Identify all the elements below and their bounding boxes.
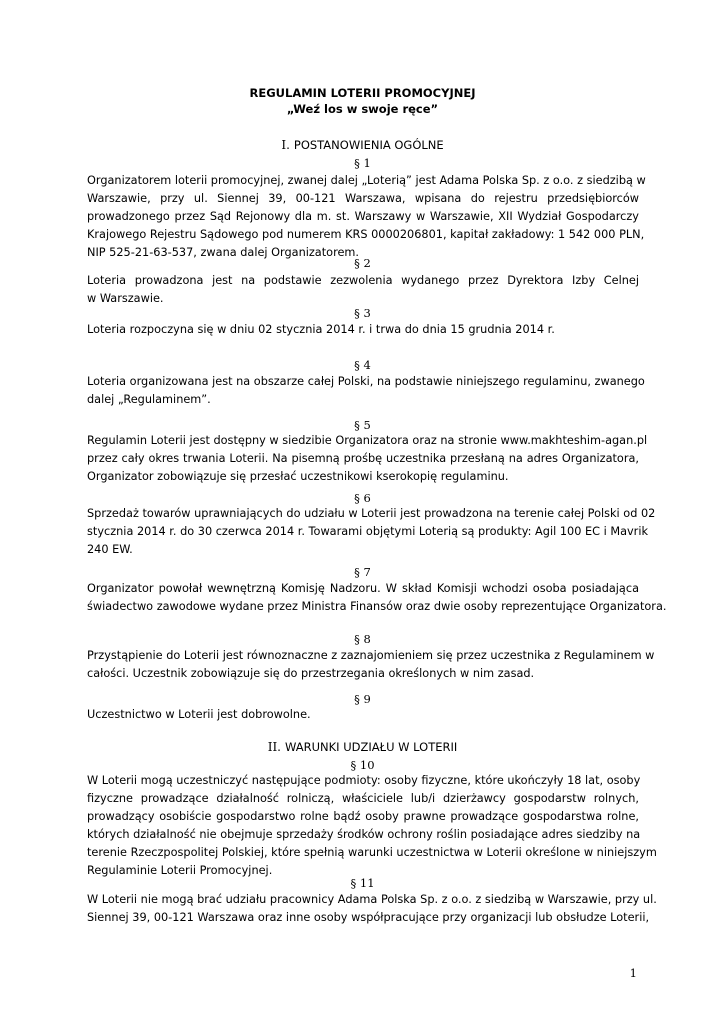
paragraph-line: Organizator zobowiązuje się przesłać uczestnikowi kserokopię regulaminu.	[87, 470, 509, 483]
section-mark: § 11	[350, 876, 375, 890]
section-mark: § 8	[354, 632, 371, 646]
section-4-paragraph	[87, 373, 645, 409]
paragraph-line: W Loterii mogą uczestniczyć następujące podmioty: osoby fizyczne, które ukończyły 18 lat, osoby	[87, 774, 641, 787]
section-9-paragraph	[87, 706, 639, 724]
section-7-paragraph	[87, 580, 667, 616]
chapter-heading-1	[0, 136, 725, 154]
section-8-paragraph	[87, 647, 655, 683]
paragraph-line: fizyczne prowadzące działalność rolniczą, właściciele lub/i dzierżawcy gospodarstw rolnych,	[87, 792, 639, 805]
section-mark: § 7	[354, 565, 371, 579]
section-mark: § 6	[354, 491, 371, 505]
paragraph-line: Przystąpienie do Loterii jest równoznaczne z zaznajomieniem się przez uczestnika z Regulaminem w	[87, 649, 655, 662]
paragraph-line: w Warszawie.	[87, 292, 164, 305]
paragraph-line: Krajowego Rejestru Sądowego pod numerem KRS 0000206801, kapitał zakładowy: 1 542 000 PLN,	[87, 228, 645, 241]
document-title: REGULAMIN LOTERII PROMOCYJNEJ	[249, 86, 476, 100]
document-subtitle: „Weź los w swoje ręce”	[286, 102, 439, 116]
chapter-heading-2	[0, 738, 725, 756]
section-5-paragraph	[87, 432, 648, 486]
paragraph-line: Regulamin Loterii jest dostępny w siedzibie Organizatora oraz na stronie www.makhteshim-agan.pl	[87, 434, 648, 447]
paragraph-line: Loteria prowadzona jest na podstawie zezwolenia wydanego przez Dyrektora Izby Celnej	[87, 274, 639, 287]
section-mark: § 5	[354, 418, 371, 432]
section-mark: § 4	[354, 358, 371, 372]
section-3-paragraph	[87, 321, 639, 339]
paragraph-line: przez cały okres trwania Loterii. Na pisemną prośbę uczestnika przesłaną na adres Organizatora,	[87, 452, 639, 465]
chapter-title: WARUNKI UDZIAŁU W LOTERII	[285, 740, 458, 754]
paragraph-line: NIP 525-21-63-537, zwana dalej Organizatorem.	[87, 246, 360, 259]
section-mark: § 10	[350, 758, 375, 772]
section-1-paragraph	[87, 172, 646, 262]
paragraph-line: których działalność nie obejmuje sprzedaży środków ochrony roślin posiadające adres siedziby na	[87, 828, 641, 841]
paragraph-line: stycznia 2014 r. do 30 czerwca 2014 r. Towarami objętymi Loterią są produkty: Agil 100 EC i Mavrik	[87, 525, 648, 538]
section-6-paragraph	[87, 505, 656, 559]
paragraph-line: Loteria rozpoczyna się w dniu 02 stycznia 2014 r. i trwa do dnia 15 grudnia 2014 r.	[87, 323, 555, 336]
paragraph-line: świadectwo zawodowe wydane przez Ministra Finansów oraz dwie osoby reprezentujące Organizatora.	[87, 600, 667, 613]
paragraph-line: Sprzedaż towarów uprawniających do udziału w Loterii jest prowadzona na terenie całej Polski od 02	[87, 507, 656, 520]
chapter-number: I.	[281, 138, 290, 152]
section-11-paragraph	[87, 891, 657, 927]
paragraph-line: prowadzonego przez Sąd Rejonowy dla m. st. Warszawy w Warszawie, XII Wydział Gospodarczy	[87, 210, 639, 223]
paragraph-line: W Loterii nie mogą brać udziału pracownicy Adama Polska Sp. z o.o. z siedzibą w Warszawie, przy ul.	[87, 893, 657, 906]
paragraph-line: 240 EW.	[87, 543, 133, 556]
paragraph-line: Organizator powołał wewnętrzną Komisję Nadzoru. W skład Komisji wchodzi osoba posiadająca	[87, 582, 639, 595]
paragraph-line: całości. Uczestnik zobowiązuje się do przestrzegania określonych w nim zasad.	[87, 667, 535, 680]
section-mark: § 1	[354, 156, 371, 170]
chapter-number: II.	[267, 740, 281, 754]
paragraph-line: Regulaminie Loterii Promocyjnej.	[87, 864, 273, 877]
section-mark: § 9	[354, 692, 371, 706]
section-10-paragraph	[87, 772, 657, 880]
paragraph-line: Warszawie, przy ul. Siennej 39, 00-121 Warszawa, wpisana do rejestru przedsiębiorców	[87, 192, 639, 205]
paragraph-line: Siennej 39, 00-121 Warszawa oraz inne osoby współpracujące przy organizacji lub obsłudze Loterii,	[87, 911, 650, 924]
page-number: 1	[629, 966, 637, 980]
section-mark: § 2	[354, 256, 371, 270]
section-2-paragraph	[87, 272, 639, 308]
chapter-title: POSTANOWIENIA OGÓLNE	[293, 138, 444, 152]
section-mark: § 3	[354, 306, 371, 320]
paragraph-line: Organizatorem loterii promocyjnej, zwanej dalej „Loterią” jest Adama Polska Sp. z o.o. z siedzibą w	[87, 174, 646, 187]
paragraph-line: prowadzący osobiście gospodarstwo rolne bądź osoby prawne prowadzące gospodarstwa rolne,	[87, 810, 639, 823]
paragraph-line: Loteria organizowana jest na obszarze całej Polski, na podstawie niniejszego regulaminu, zwanego	[87, 375, 645, 388]
paragraph-line: dalej „Regulaminem”.	[87, 393, 211, 406]
paragraph-line: Uczestnictwo w Loterii jest dobrowolne.	[87, 708, 311, 721]
paragraph-line: terenie Rzeczpospolitej Polskiej, które spełnią warunki uczestnictwa w Loterii określone w niniejszym	[87, 846, 657, 859]
